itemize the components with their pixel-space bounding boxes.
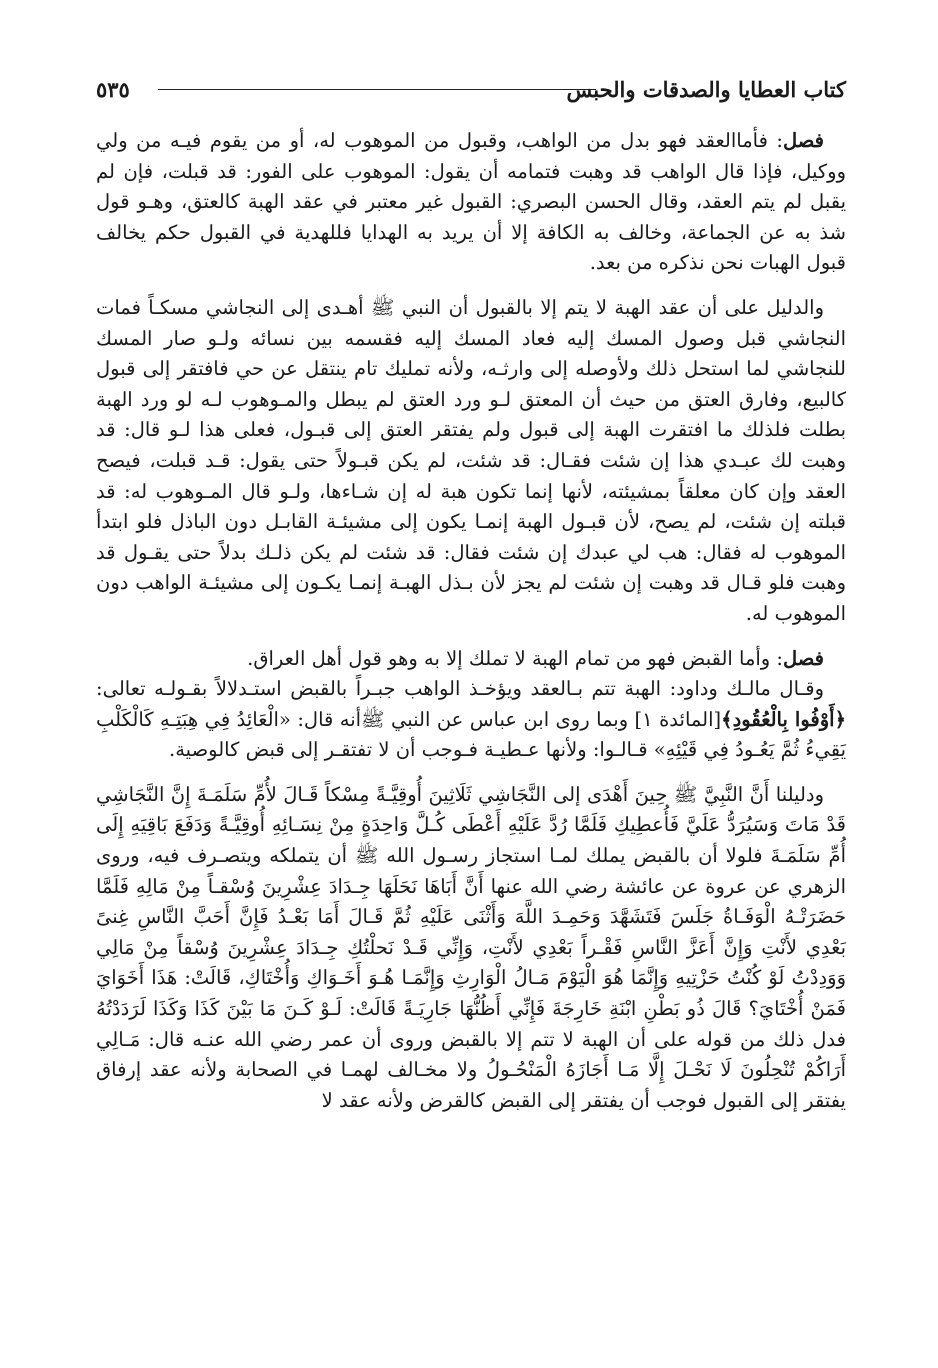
paragraph-4 (96, 674, 846, 766)
paragraph-text: [المائدة ١] وبما روى ابن عباس عن النبي ﷺأنه قال: «الْعَائِدُ فِي هِبَتِـهِ كَالْكَلْبِ يَقِيءُ ثُمَّ يَعُـودُ فِي قَيْئِهِ» قـالـوا: ولأنها عـطيـة فـوجب أن لا تفتقـر إلى قبض كالوصية. (96, 707, 846, 762)
running-header (96, 64, 846, 104)
paragraph-text: وقـال مالـك وداود: الهبة تتم بـالعقد ويؤخـذ الواهب جبـراً بالقبض استـدلالاً بقـولـه تعالى: (96, 677, 824, 701)
paragraph-text: : فأماالعقد فهو بدل من الواهب، وقبول من الموهوب له، أو من يقوم فيـه من ولي ووكيل، فإذا قال الواهب قد وهبت فتمامه أن يقول: الموهوب على الفور: قد قبلت، فإن لم يقبل لم يتم العقد، وقال الحسن البصري: القبول غير معتبر في عقد الهبة كالعتق، وهـو قول شذ به عن الجماعة، وخالف به الكافة إلا أن يريد به الهدايا فللهدية في القبول حكم يخالف قبول الهبات نحن نذكره من بعد. (96, 129, 846, 275)
section-heading: فصل (783, 129, 824, 152)
quran-verse: ﴿أَوْفُوا بِالْعُقُودِ﴾ (721, 707, 846, 731)
paragraph-3 (96, 644, 846, 675)
paragraph-text: والدليل على أن عقد الهبة لا يتم إلا بالقبول أن النبي ﷺ أهـدى إلى النجاشي مسكـاً فمات النجاشي قبل وصول المسك إليه فعاد المسك إليه فقسمه بين نسائه ولـو صار المسك للنجاشي لما استحل ذلك ولأوصله إلى وارثـه، ولأنه تمليك تام ينتقل عن حي فافتقر إلى قبول كالبيع، وفارق العتق من حيث أن المعتق لـو ورد العتق لم يبطل والمـوهوب لـه لو ورد الهبة بطلت فلذلك ما افتقرت الهبة إلى قبول ولم يفتقر العتق إلى قبـول، فعلى هذا لـو قال: قد وهبت لك عبـدي هذا إن شئت فقـال: قد شئت، لم يكن قبـولاً حتى يقول: قـد قبلت، فيصح العقد وإن كان معلقاً بمشيئته، لأنها إنما تكون هبة له إن شـاءها، ولـو قال المـوهوب له: قد قبلته إن شئت، لم يصح، لأن قبـول الهبة إنمـا يكون إلى مشيئـة القابـل دون الباذل فلو ابتدأ الموهوب له فقال: هب لي عبدك إن شئت فقال: قد شئت لم يكن ذلـك بدلاً حتى يقـول قد وهبت فلو قـال قد وهبت إن شئت لم يجز لأن بـذل الهبـة إنمـا يكـون إلى مشيئـة الواهب دون الموهوب له. (96, 295, 846, 625)
paragraph-text: : وأما القبض فهو من تمام الهبة لا تملك إلا به وهو قول أهل العراق. (247, 646, 783, 670)
paragraph-text: ودليلنا أَنَّ النَّبِيَّ ﷺ حِينَ أَهْدَى إلى النَّجَاشِي ثَلَاثِينَ أُوقِيَّـةً مِسْكاً قَـالَ لأُمِّ سَلَمَـةَ إِنَّ النَّجَاشِي قَدْ مَاتَ وَسَيُرَدُّ عَلَيَّ فَأُعطِيكِ فَلَمَّا رُدَّ عَلَيْهِ أَعْطَى كُـلَّ وَاحِدَةٍ مِنْ نِسَـائِهِ أُوقِيَّـةً وَدَفَعَ بَاقِيَهِ إِلَى أُمِّ سَلَمَـةَ فلولا أن بالقبض يملك لمـا استجاز رسـول الله ﷺ أن يتملكه ويتصـرف فيه، وروى الزهري عن عروة عن عائشة رضي الله عنها أَنَّ أَبَاهَا نَحَلَهَا جِـدَادَ عِشْرِينَ وُسْقـاً مِنْ مَالِهِ فَلَمَّا حَضَرَتْـهُ الْوَفَـاةُ جَلَسَ فَتَشَهَّدَ وَحَمِـدَ اللَّهَ وَأَثْنَى عَلَيْهِ ثُمَّ قَـالَ أَمَا بَعْـدُ فَإِنَّ أَحَبَّ النَّاسِ غِنىً بَعْدِي لأَنْتِ وَإِنَّ أَعَزَّ النَّاسِ فَقْـراً بَعْدِي لأَنْتِ، وَإِنِّي قَـدْ نَحلْتُكِ جِـدَادَ عِشْرِينَ وُسْقاً مِنْ مَالِي وَوَدِدْتُ لَوْ كُنْتُ حَزْتِيهِ وَإِنَّمَا هُوَ الْيَوْمَ مَـالُ الْوَارِثِ وَإِنَّمَـا هُـوَ أَخَـوَاكِ وَأُخْتَاكِ، قَالَتْ: هَذَا أَخَوَايَ فَمَنْ أُخْتَايَ؟ قَالَ ذُو بَطْنِ ابْنَةِ خَارِجَةَ فَإِنِّي أَظُنُّهَا جَارِيَـةً قَالَتْ: لَـوْ كَـنَ مَا بَيْنَ كَذَا وَكَذَا لَرَدَدْتُهُ فدل ذلك من قوله على أن الهبة لا تتم إلا بالقبض وروى أن عمر رضي الله عنـه قال: مَـالِي أَرَاكُمْ تُنْحِلُونَ لَا نَحْـلَ إِلَّا مَـا أَجَازَهُ الْمَنْحُـولُ ولا مخـالف لهمـا في الصحابة ولأنه عقد إرفاق يفتقر إلى القبول فوجب أن يفتقر إلى القبض كالقرض ولأنه عقد لا (96, 782, 847, 1112)
section-heading: فصل (783, 646, 824, 670)
body-text (96, 126, 846, 1116)
page-number: ٥٣٥ (96, 77, 130, 102)
paragraph-5 (96, 780, 846, 1117)
paragraph-1 (96, 126, 846, 279)
header-rule (158, 89, 596, 90)
chapter-title: كتاب العطايا والصدقات والحبس (566, 77, 846, 102)
paragraph-2 (96, 293, 846, 630)
